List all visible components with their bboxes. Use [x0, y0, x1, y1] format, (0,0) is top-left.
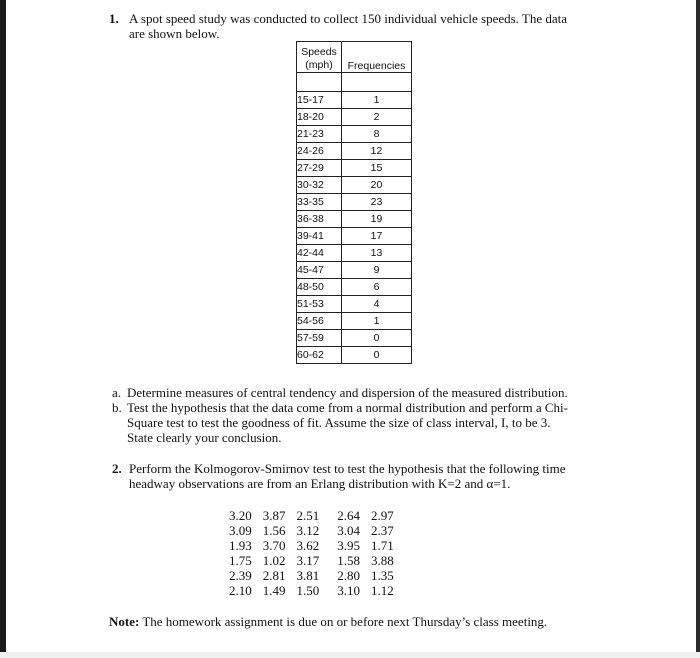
observation-cell: 2.39 — [229, 568, 252, 583]
frequency-cell: 15 — [342, 160, 412, 177]
part-b-marker: b. — [112, 400, 122, 415]
frequency-cell: 2 — [342, 109, 412, 126]
observation-cell: 3.09 — [229, 523, 252, 538]
speed-range-cell: 42-44 — [297, 245, 342, 262]
observation-cell: 1.02 — [262, 553, 286, 568]
frequencies-column-header: Frequencies — [342, 42, 412, 73]
table-row — [297, 262, 412, 279]
observation-cell: 1.35 — [371, 568, 394, 583]
scan-bottom-edge — [0, 652, 700, 658]
observation-cell: 3.87 — [262, 508, 286, 523]
table-row — [297, 143, 412, 160]
question-1-text-line2: are shown below. — [129, 26, 220, 41]
frequency-cell: 8 — [342, 126, 412, 143]
speed-frequency-table — [296, 41, 412, 364]
observation-cell: 1.58 — [337, 553, 360, 568]
table-row — [229, 583, 394, 598]
observation-cell: 1.12 — [371, 583, 394, 598]
observation-cell: 3.70 — [262, 538, 286, 553]
speeds-header-line2: (mph) — [305, 59, 333, 71]
observation-cell: 1.75 — [229, 553, 252, 568]
question-1-part-b — [112, 400, 632, 445]
table-row — [297, 211, 412, 228]
observation-cell: 3.04 — [337, 523, 360, 538]
question-1-number: 1. — [109, 11, 119, 26]
homework-note — [109, 614, 547, 629]
table-row — [297, 347, 412, 364]
table-row — [229, 508, 394, 523]
note-label: Note: — [109, 614, 140, 629]
speeds-header-line1: Speeds — [301, 46, 337, 58]
part-a-text: Determine measures of central tendency and dispersion of the measured distribution. — [127, 385, 568, 400]
observation-cell: 3.88 — [371, 553, 394, 568]
speed-range-cell: 60-62 — [297, 347, 342, 364]
table-row — [229, 523, 394, 538]
observation-cell: 1.50 — [296, 583, 320, 598]
table-row — [297, 92, 412, 109]
observation-cell: 3.81 — [296, 568, 320, 583]
observation-cell: 1.93 — [229, 538, 252, 553]
observation-cell: 3.95 — [337, 538, 360, 553]
speed-range-cell: 48-50 — [297, 279, 342, 296]
speed-range-cell: 15-17 — [297, 92, 342, 109]
speed-range-cell: 24-26 — [297, 143, 342, 160]
table-row — [229, 553, 394, 568]
observation-cell: 1.56 — [262, 523, 286, 538]
frequency-cell: 23 — [342, 194, 412, 211]
frequency-cell: 17 — [342, 228, 412, 245]
frequency-cell: 0 — [342, 347, 412, 364]
headway-observations-table — [229, 508, 394, 598]
frequency-cell: 20 — [342, 177, 412, 194]
observation-cell: 2.64 — [337, 508, 360, 523]
frequency-cell: 4 — [342, 296, 412, 313]
table-row — [229, 568, 394, 583]
observation-cell: 2.37 — [371, 523, 394, 538]
speed-range-cell: 21-23 — [297, 126, 342, 143]
frequency-cell: 6 — [342, 279, 412, 296]
table-row — [297, 194, 412, 211]
scan-left-edge — [0, 0, 6, 658]
observation-cell: 2.81 — [262, 568, 286, 583]
question-1-text-line1: A spot speed study was conducted to collect 150 individual vehicle speeds. The data — [129, 11, 568, 26]
frequency-cell: 1 — [342, 92, 412, 109]
observation-cell: 1.71 — [371, 538, 394, 553]
observation-cell: 3.17 — [296, 553, 320, 568]
speed-range-cell: 45-47 — [297, 262, 342, 279]
frequency-cell: 19 — [342, 211, 412, 228]
table-row — [297, 313, 412, 330]
part-b-text-line1: Test the hypothesis that the data come from a normal distribution and perform a Chi- — [127, 400, 568, 415]
speed-range-cell: 18-20 — [297, 109, 342, 126]
table-row — [297, 109, 412, 126]
scan-right-edge — [696, 0, 700, 658]
observation-cell: 2.80 — [337, 568, 360, 583]
frequency-cell: 9 — [342, 262, 412, 279]
speed-range-cell: 54-56 — [297, 313, 342, 330]
frequency-cell: 13 — [342, 245, 412, 262]
speed-range-cell: 27-29 — [297, 160, 342, 177]
speed-range-cell: 57-59 — [297, 330, 342, 347]
speed-range-cell: 39-41 — [297, 228, 342, 245]
observation-cell: 3.62 — [296, 538, 320, 553]
table-row — [297, 177, 412, 194]
frequency-cell: 1 — [342, 313, 412, 330]
speed-range-cell: 33-35 — [297, 194, 342, 211]
speed-range-cell: 36-38 — [297, 211, 342, 228]
question-2-number: 2. — [112, 461, 122, 476]
speed-range-cell: 51-53 — [297, 296, 342, 313]
observation-cell: 3.12 — [296, 523, 320, 538]
table-row — [297, 126, 412, 143]
note-text: The homework assignment is due on or before next Thursday’s class meeting. — [142, 614, 548, 629]
table-row — [297, 228, 412, 245]
question-2-text-line2: headway observations are from an Erlang distribution with K=2 and α=1. — [129, 476, 511, 491]
table-row — [297, 160, 412, 177]
observation-cell: 3.10 — [337, 583, 360, 598]
part-a-marker: a. — [112, 385, 122, 400]
table-row — [297, 330, 412, 347]
table-row — [297, 245, 412, 262]
question-2-text-line1: Perform the Kolmogorov-Smirnov test to test the hypothesis that the following time — [129, 461, 566, 476]
speed-range-cell: 30-32 — [297, 177, 342, 194]
table-row — [229, 538, 394, 553]
frequency-cell: 0 — [342, 330, 412, 347]
frequency-cell: 12 — [342, 143, 412, 160]
observation-cell: 2.51 — [296, 508, 320, 523]
observation-cell: 2.10 — [229, 583, 252, 598]
table-row — [297, 296, 412, 313]
table-row — [297, 279, 412, 296]
observation-cell: 1.49 — [262, 583, 286, 598]
observation-cell: 3.20 — [229, 508, 252, 523]
speeds-column-header — [297, 42, 342, 73]
observation-cell: 2.97 — [371, 508, 394, 523]
part-b-text-line3: State clearly your conclusion. — [127, 430, 282, 445]
part-b-text-line2: Square test to test the goodness of fit. Assume the size of class interval, I, to be 3. — [127, 415, 551, 430]
